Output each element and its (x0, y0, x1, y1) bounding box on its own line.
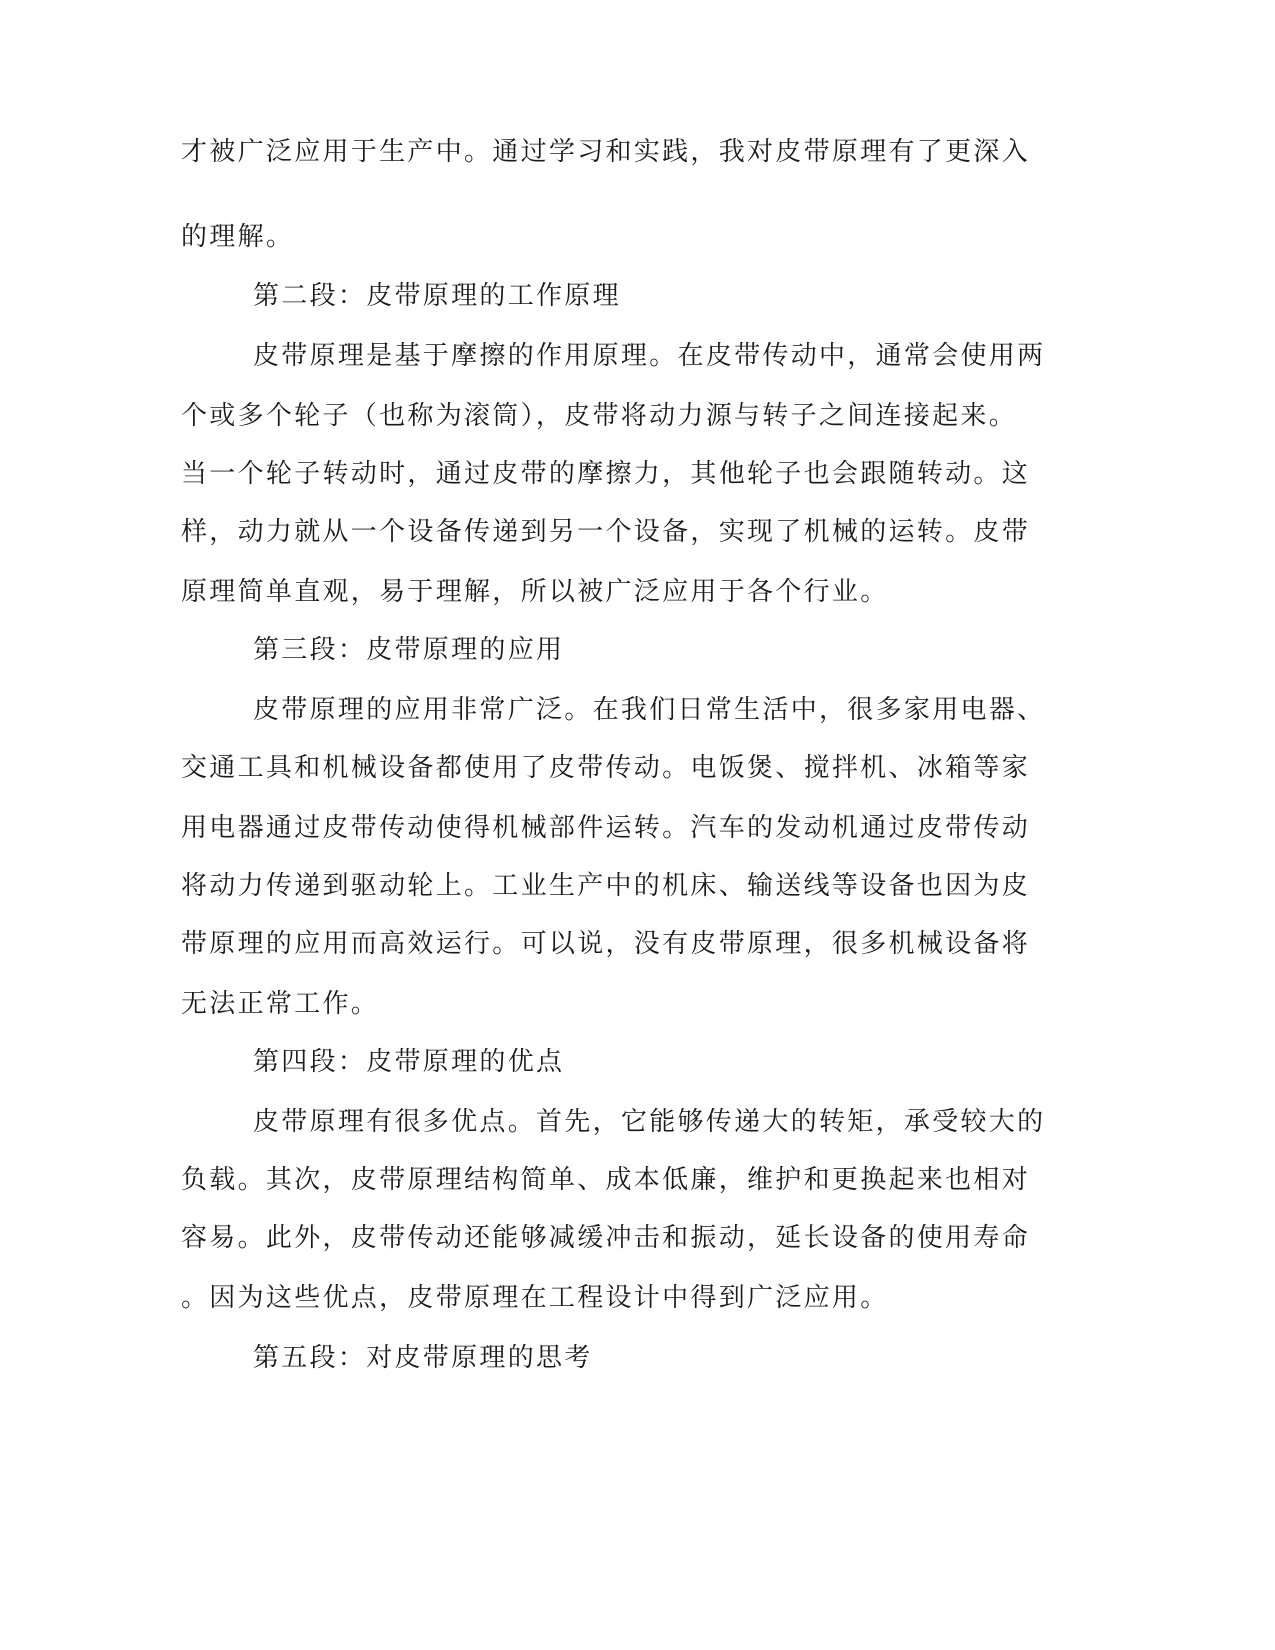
text-line: 才被广泛应用于生产中。通过学习和实践，我对皮带原理有了更深入 (181, 137, 1031, 167)
text-line: 。因为这些优点，皮带原理在工程设计中得到广泛应用。 (181, 1283, 889, 1313)
text-line: 原理简单直观，易于理解，所以被广泛应用于各个行业。 (181, 577, 889, 607)
section-heading: 第二段：皮带原理的工作原理 (253, 281, 621, 311)
text-line: 将动力传递到驱动轮上。工业生产中的机床、输送线等设备也因为皮 (181, 871, 1031, 901)
text-line: 交通工具和机械设备都使用了皮带传动。电饭煲、搅拌机、冰箱等家 (181, 753, 1031, 783)
text-line: 带原理的应用而高效运行。可以说，没有皮带原理，很多机械设备将 (181, 929, 1031, 959)
text-line: 皮带原理有很多优点。首先，它能够传递大的转矩，承受较大的 (253, 1107, 1046, 1137)
text-line: 的理解。 (181, 222, 295, 252)
section-heading: 第三段：皮带原理的应用 (253, 635, 565, 665)
text-line: 个或多个轮子（也称为滚筒），皮带将动力源与转子之间连接起来。 (181, 401, 1018, 431)
text-line: 样，动力就从一个设备传递到另一个设备，实现了机械的运转。皮带 (181, 517, 1031, 547)
text-line: 容易。此外，皮带传动还能够减缓冲击和振动，延长设备的使用寿命 (181, 1223, 1031, 1253)
text-line: 当一个轮子转动时，通过皮带的摩擦力，其他轮子也会跟随转动。这 (181, 459, 1031, 489)
text-line: 负载。其次，皮带原理结构简单、成本低廉，维护和更换起来也相对 (181, 1165, 1031, 1195)
section-heading: 第五段：对皮带原理的思考 (253, 1343, 593, 1373)
text-line: 无法正常工作。 (181, 989, 380, 1019)
text-line: 用电器通过皮带传动使得机械部件运转。汽车的发动机通过皮带传动 (181, 813, 1031, 843)
text-line: 皮带原理是基于摩擦的作用原理。在皮带传动中，通常会使用两 (253, 341, 1046, 371)
section-heading: 第四段：皮带原理的优点 (253, 1047, 565, 1077)
text-line: 皮带原理的应用非常广泛。在我们日常生活中，很多家用电器、 (253, 695, 1046, 725)
